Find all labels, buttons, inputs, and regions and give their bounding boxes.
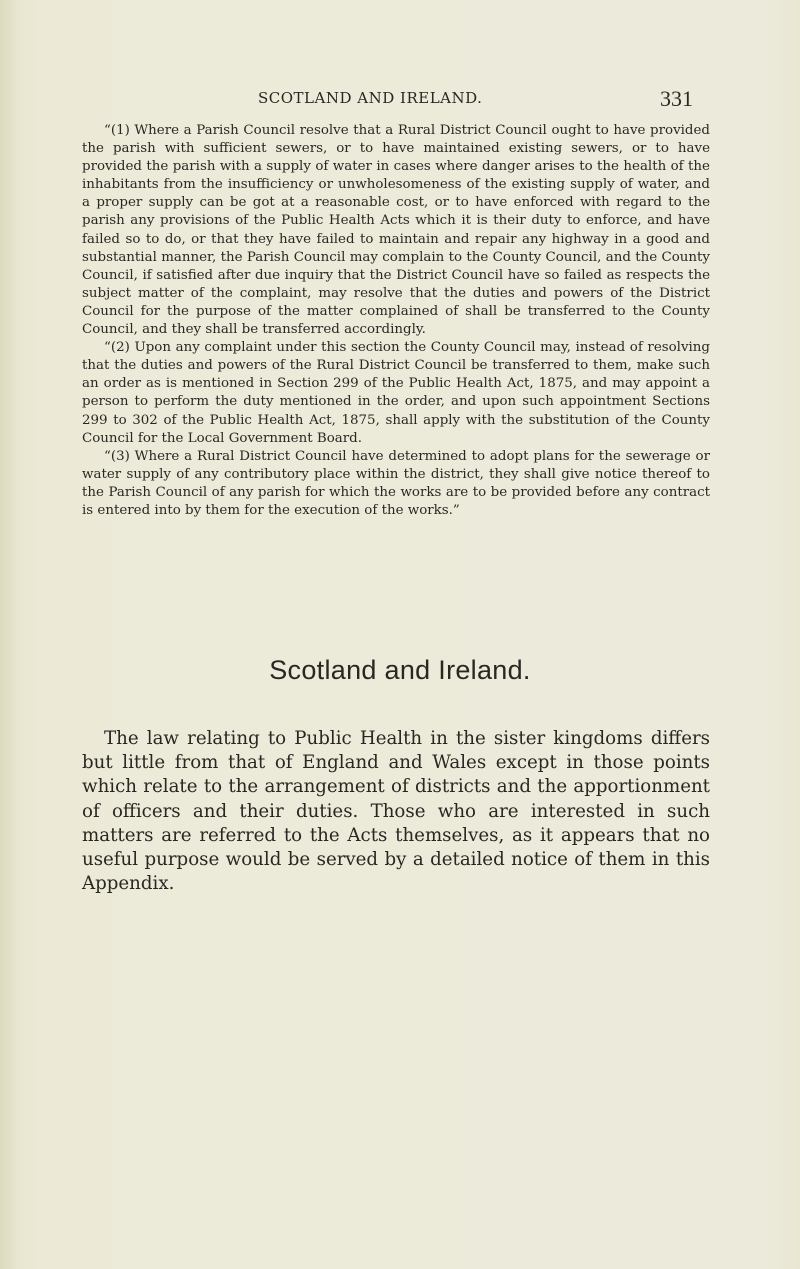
page-number: 331 [660,86,693,111]
quoted-act-block [82,122,710,520]
running-head [0,86,800,114]
quoted-paragraph-1: “(1) Where a Parish Council resolve that a Rural District Council ought to have provided the parish with sufficient sewers, or to have maintained existing sewers, or to have provided the parish with a supply of water in cases where danger arises to the health of the inhabitants from the insufficiency or unwholesomeness of the existing supply of water, and a proper supply can be got at a reasonable cost, or to have enforced with regard to the parish any provisions of the Public Health Acts which it is their duty to enforce, and have failed so to do, or that they have failed to maintain and repair any highway in a good and substantial manner, the Parish Council may complain to the County Council, and the County Council, if satisfied after due inquiry that the District Council have so failed as respects the subject matter of the complaint, may resolve that the duties and powers of the District Council for the purpose of the matter complained of shall be transferred to the County Council, and they shall be transferred accordingly. [82,123,710,338]
quoted-paragraph-3: “(3) Where a Rural District Council have determined to adopt plans for the sewerage or water supply of any contributory place within the district, they shall give notice thereof to the Parish Council of any parish for which the works are to be provided before any contract is entered into by them for the execution of the works.” [82,448,710,518]
running-title: SCOTLAND AND IRELAND. [258,89,483,107]
section-heading: Scotland and Ireland. [269,655,531,685]
quoted-paragraph-2: “(2) Upon any complaint under this section the County Council may, instead of resolving that the duties and powers of the Rural District Council be transferred to them, make such an order as is mentioned in Section 299 of the Public Health Act, 1875, and may appoint a person to perform the duty mentioned in the order, and upon such appointment Sections 299 to 302 of the Public Health Act, 1875, shall apply with the substitution of the County Council for the Local Government Board. [82,340,710,446]
section-body-paragraph: The law relating to Public Health in the sister kingdoms differs but little from that of England and Wales except in those points which relate to the arrangement of districts and the apportionment of officers and their duties. Those who are interested in such matters are referred to the Acts themselves, as it appears that no useful purpose would be served by a detailed notice of them in this Appendix. [82,728,710,895]
